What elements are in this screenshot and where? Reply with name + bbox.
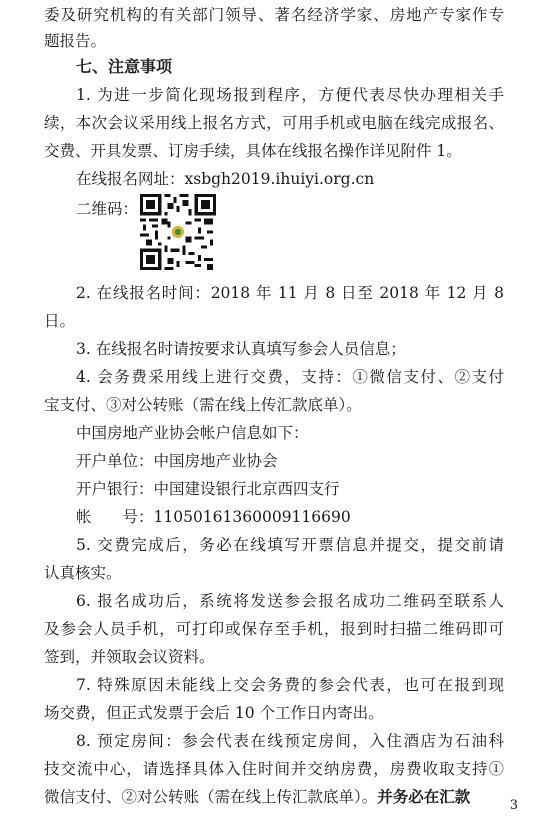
account-info-title: 中国房地产业协会帐户信息如下： [76,424,309,442]
qr-label: 二维码： [76,200,139,218]
text-line-final: 微信支付、②对公转账（需在线上传汇款底单）。 [44,788,378,806]
text-line: 委及研究机构的有关部门领导、著名经济学家、房地产专家作专 [44,6,504,24]
text-line: 5. 交费完成后，务必在线填写开票信息并提交，提交前请 [76,536,504,554]
text-line: 及参会人员手机，可打印或保存至手机，报到时扫描二维码即可 [44,620,504,638]
text-line-hidden [44,786,504,808]
text-line: 8. 预定房间：参会代表在线预定房间，入住酒店为石油科 [76,732,504,750]
text-line: 6. 报名成功后，系统将发送参会报名成功二维码至联系人 [76,592,504,610]
text-line: 续，本次会议采用线上报名方式，可用手机或电脑在线完成报名、 [44,114,504,132]
account-holder: 开户单位：中国房地产业协会 [76,452,278,470]
text-line: 技交流中心，请选择具体入住时间并交纳房费，房费收取支持① [44,760,504,778]
qr-code-icon [140,194,216,270]
text-line: 宝支付、③对公转账（需在线上传汇款底单）。 [44,396,362,414]
account-bank: 开户银行：中国建设银行北京西四支行 [76,480,340,498]
text-line: 1. 为进一步简化现场报到程序，方便代表尽快办理相关手 [76,86,504,104]
text-line: 场交费，但正式发票于会后 10 个工作日内寄出。 [44,704,384,722]
text-line: 日。 [44,312,76,330]
emphasis-text: 并务必在汇款 [377,788,471,806]
text-line: 签到，并领取会议资料。 [44,648,215,666]
section-heading: 七、注意事项 [76,57,173,76]
text-line: 题报告。 [44,32,107,50]
page-number: 3 [509,798,518,813]
text-line: 4. 会务费采用线上进行交费，支持：①微信支付、②支付 [76,368,504,386]
text-line: 交费、开具发票、订房手续，具体在线报名操作详见附件 1。 [44,142,462,160]
text-line: 3. 在线报名时请按要求认真填写参会人员信息； [76,340,406,358]
registration-url: 在线报名网址：xsbgh2019.ihuiyi.org.cn [76,170,375,188]
text-line: 认真核实。 [44,564,122,582]
account-number: 帐 号：11050161360009116690 [76,508,351,526]
text-line: 7. 特殊原因未能线上交会务费的参会代表，也可在报到现 [76,676,504,694]
text-line: 2. 在线报名时间：2018 年 11 月 8 日至 2018 年 12 月 8 [76,284,504,302]
